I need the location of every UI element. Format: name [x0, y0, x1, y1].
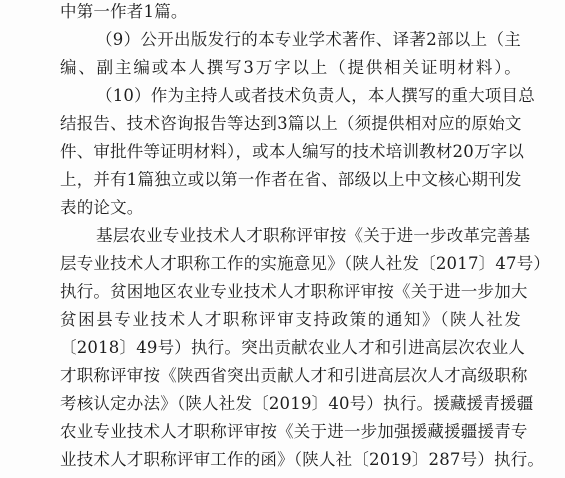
text-line: 业技术人才职称评审工作的函》（陕人社〔2019〕287号）执行。	[60, 450, 545, 469]
text-line: 层专业技术人才职称工作的实施意见》（陕人社发〔2017〕47号）	[60, 254, 551, 273]
text-line: 编、副主编或本人撰写3万字以上（提供相关证明材料）。	[60, 58, 521, 77]
text-line: 中第一作者1篇。	[60, 2, 188, 21]
text-line: 上，并有1篇独立或以第一作者在省、部级以上中文核心期刊发	[60, 170, 522, 189]
text-line: 执行。贫困地区农业专业技术人才职称评审按《关于进一步加大	[60, 282, 528, 301]
text-line: 〔2018〕49号）执行。突出贡献农业人才和引进高层次农业人	[60, 338, 525, 357]
text-line: 基层农业专业技术人才职称评审按《关于进一步改革完善基	[96, 226, 531, 245]
text-line: （10）作为主持人或者技术负责人，本人撰写的重大项目总	[96, 86, 535, 105]
text-line: （9）公开出版发行的本专业学术著作、译著2部以上（主	[96, 30, 521, 49]
text-line: 贫困县专业技术人才职称评审支持政策的通知》（陕人社发	[60, 310, 521, 329]
text-line: 才职称评审按《陕西省突出贡献人才和引进高层次人才高级职称	[60, 366, 528, 385]
text-line: 件、审批件等证明材料），或本人编写的技术培训教材20万字以	[60, 142, 525, 161]
text-line: 考核认定办法》（陕人社发〔2019〕40号）执行。援藏援青援疆	[60, 394, 534, 413]
text-line: 结报告、技术咨询报告等达到3篇以上（须提供相对应的原始文	[60, 114, 522, 133]
text-line: 农业专业技术人才职称评审按《关于进一步加强援藏援疆援青专	[60, 422, 528, 441]
text-line: 表的论文。	[60, 198, 144, 217]
